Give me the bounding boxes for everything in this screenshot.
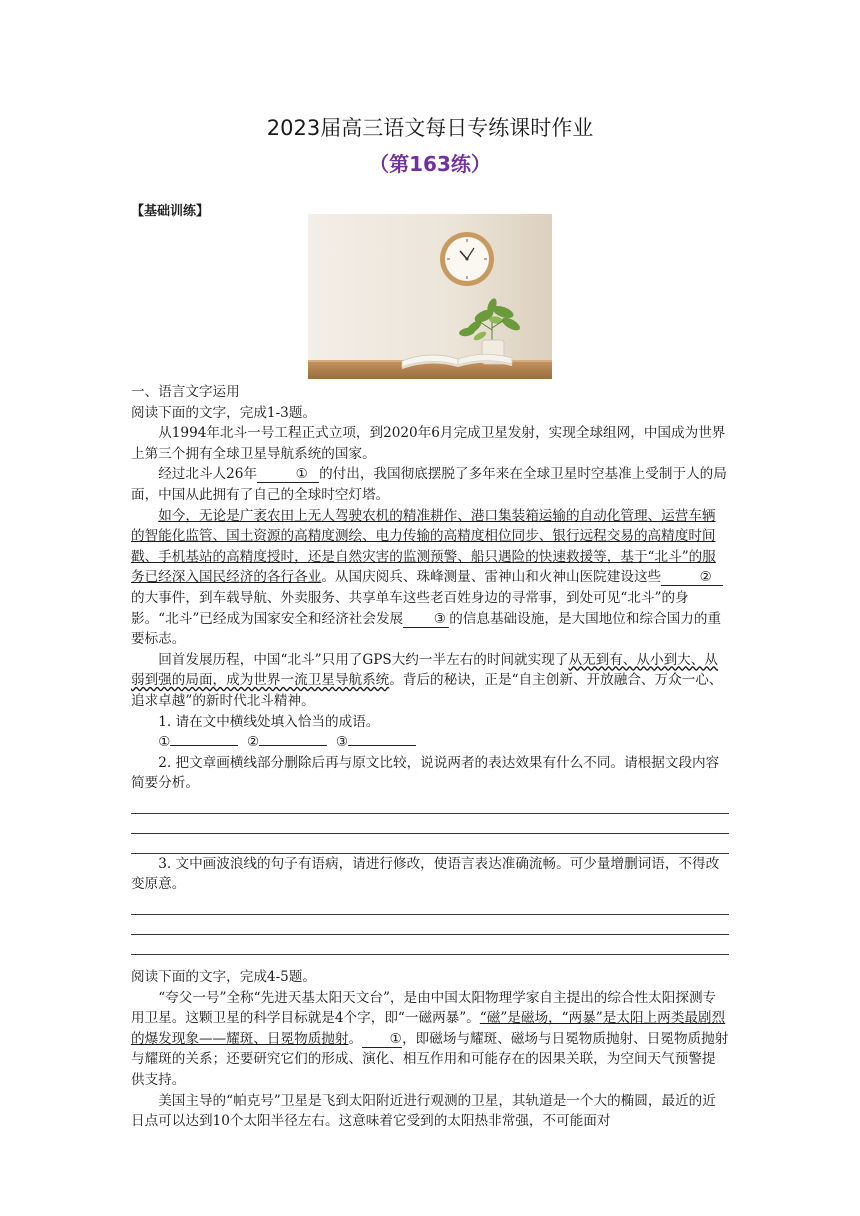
part1-intro: 阅读下面的文字，完成1-3题。 [131, 404, 317, 421]
part2-intro: 阅读下面的文字，完成4-5题。 [131, 969, 317, 986]
answer-line[interactable] [131, 895, 729, 915]
part1-heading: 一、语言文字运用 [131, 384, 240, 400]
question-2: 2. 把文章画横线部分删除后再与原文比较，说说两者的表达效果有什么不同。请根据文段内容简要分析。 [131, 754, 720, 792]
passage2-paragraph-2: 美国主导的“帕克号”卫星是飞到太阳附近进行观测的卫星，其轨道是一个大的椭圆，最近的近日点可以达到10个太阳半径左右。这意味着它受到的太阳热非常强，不可能面对 [131, 1092, 716, 1130]
question-1: 1. 请在文中横线处填入恰当的成语。 [158, 713, 380, 730]
question-3: 3. 文中画波浪线的句子有语病，请进行修改，使语言表达准确流畅。可少量增删词语，不得改变原意。 [131, 855, 720, 893]
answer-line[interactable] [131, 834, 729, 854]
answer-line[interactable] [131, 814, 729, 834]
underlined-sentence: “磁”是磁场，“两暴”是太阳上两类最剧烈的爆发现象——耀斑、日冕物质抛射 [131, 1010, 726, 1047]
fill-blank-2[interactable]: ② [661, 569, 723, 586]
fill-blank-1[interactable]: ① [362, 1031, 402, 1048]
answer-field-3[interactable] [348, 745, 416, 746]
exercise-content [131, 382, 729, 1132]
page-title: 2023届高三语文每日专练课时作业 [266, 116, 594, 140]
answer-line[interactable] [131, 915, 729, 935]
passage1-paragraph-4: 回首发展历程，中国“北斗”只用了GPS大约一半左右的时间就实现了从无到有、从小到大、从弱到强的局面，成为世界一流卫星导航系统。背后的秘诀，正是“自主创新、开放融合、万众一心、追求卓越”的新时代北斗精神。 [131, 651, 723, 709]
answer-line[interactable] [131, 794, 729, 814]
underlined-sentence: 如今，无论是广袤农田上无人驾驶农机的精准耕作、港口集装箱运输的自动化管理、运营车辆的智能化监管、国土资源的高精度测绘、电力传输的高精度相位同步、银行远程交易的高精度时间戳、手机基站的高精度授时，还是自然灾害的监测预警、船只遇险的快速救援等，基于“北斗”的服务已经深入国民经济的各行各业 [131, 507, 716, 586]
exercise-number: （第163练） [369, 152, 491, 176]
passage1-paragraph-3: 如今，无论是广袤农田上无人驾驶农机的精准耕作、港口集装箱运输的自动化管理、运营车辆的智能化监管、国土资源的高精度测绘、电力传输的高精度相位同步、银行远程交易的高精度时间戳、手机基站的高精度授时，还是自然灾害的监测预警、船只遇险的快速救援等，基于“北斗”的服务已经深入国民经济的各行各业。从国庆阅兵、珠峰测量、雷神山和火神山医院建设这些 ②的大事件，到车载导航、外卖服务、共享单车这些老百姓身边的寻常事，到处可见“北斗”的身影。“北斗”已经成为国家安全和经济社会发展 ③ 的信息基础设施，是大国地位和综合国力的重要标志。 [131, 506, 729, 650]
section-tag: 【基础训练】 [131, 204, 210, 219]
passage1-paragraph-1: 从1994年北斗一号工程正式立项，到2020年6月完成卫星发射，实现全球组网，中国成为世界上第三个拥有全球卫星导航系统的国家。 [131, 425, 726, 462]
answer-field-1[interactable] [170, 745, 238, 746]
passage1-paragraph-2: 经过北斗人26年 ① 的付出，我国彻底摆脱了多年来在全球卫星时空基准上受制于人的局面，中国从此拥有了自己的全球时空灯塔。 [131, 466, 727, 503]
answer-field-2[interactable] [259, 745, 327, 746]
question-1-answer-blanks: ① ② ③ [131, 732, 729, 753]
passage2-paragraph-1: “夸父一号”全称“先进天基太阳天文台”，是由中国太阳物理学家自主提出的综合性太阳探测专用卫星。这颗卫星的科学目标就是4个字，即“一磁两暴”。“磁”是磁场，“两暴”是太阳上两类最剧烈的爆发现象——耀斑、日冕物质抛射。 ①，即磁场与耀斑、磁场与日冕物质抛射、日冕物质抛射与耀斑的关系；还要研究它们的形成、演化、相互作用和可能存在的因果关联，为空间天气预警提供支持。 [131, 989, 729, 1089]
clock-plant-book-photo [308, 214, 552, 379]
fill-blank-3[interactable]: ③ [403, 611, 449, 628]
wavy-underlined-sentence: 从无到有、从小到大、从弱到强的局面，成为世界一流卫星导航系统 [131, 651, 718, 689]
answer-line[interactable] [131, 935, 729, 955]
fill-blank-1[interactable]: ① [257, 466, 319, 483]
